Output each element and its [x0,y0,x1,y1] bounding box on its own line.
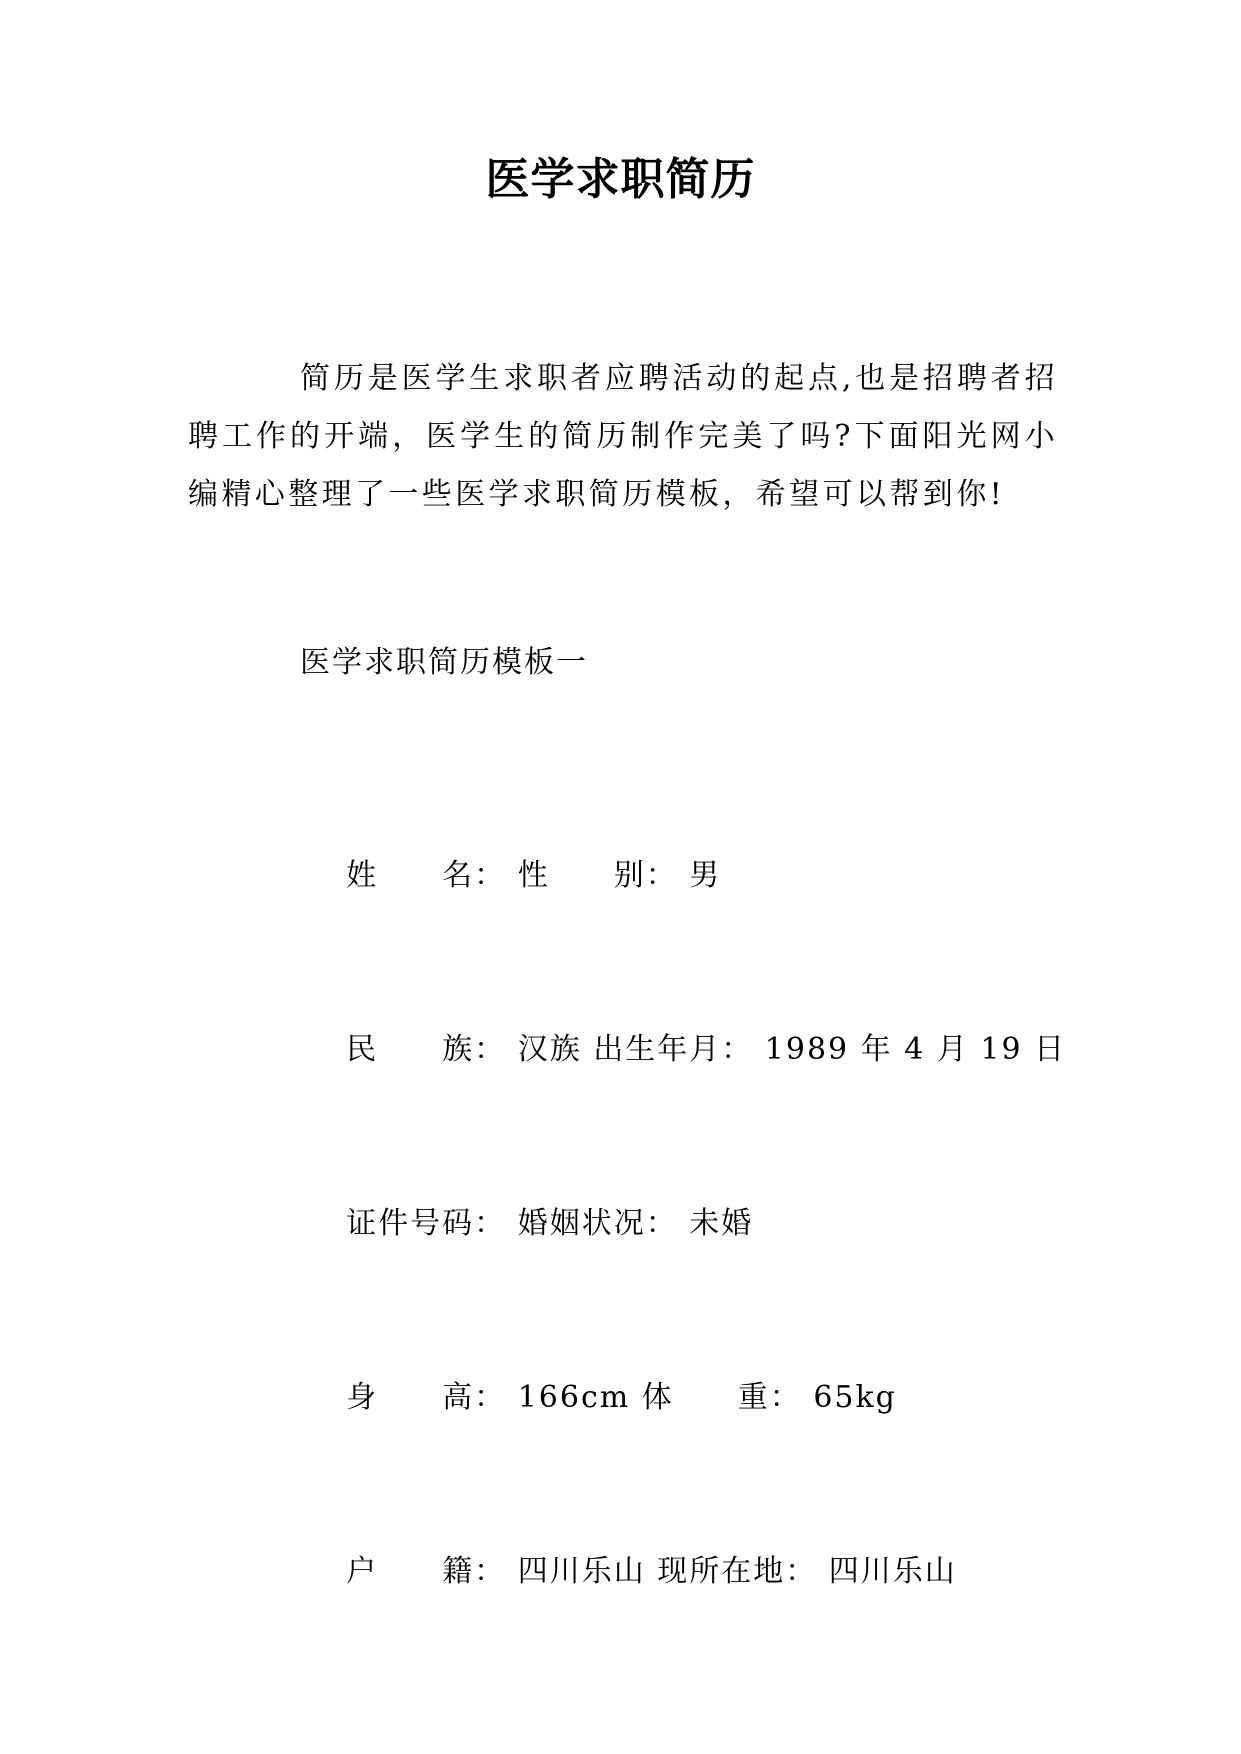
label-location: 现所在地： [657,1554,818,1589]
info-row-name-gender [300,816,721,936]
intro-paragraph: 简历是医学生求职者应聘活动的起点,也是招聘者招聘工作的开端，医学生的简历制作完美了吗?下面阳光网小编精心整理了一些医学求职简历模板，希望可以帮到你! [188,361,1058,512]
value-marital: 未婚 [689,1206,754,1241]
template-subtitle: 医学求职简历模板一 [300,645,588,680]
label-birth: 出生年月： [593,1032,754,1067]
document-title: 医学求职简历 [485,154,756,205]
info-row-height-weight [300,1338,897,1458]
value-location: 四川乐山 [828,1554,957,1589]
label-id: 证件号码： [346,1206,507,1241]
value-height: 166cm [517,1380,631,1415]
label-weight: 体 重： [641,1380,802,1415]
value-ethnicity: 汉族 [517,1032,582,1067]
label-ethnicity: 民 族： [346,1032,507,1067]
label-hukou: 户 籍： [346,1554,507,1589]
label-gender: 性 别： [517,858,678,893]
label-height: 身 高： [346,1380,507,1415]
info-row-hukou-location [300,1512,957,1632]
value-hukou: 四川乐山 [517,1554,646,1589]
info-row-id-marital [300,1164,753,1284]
label-marital: 婚姻状况： [517,1206,678,1241]
label-name: 姓 名： [346,858,507,893]
value-weight: 65kg [813,1380,897,1415]
value-gender: 男 [689,858,722,893]
value-birth: 1989 年 4 月 19 日 [764,1032,1067,1067]
info-row-ethnicity-birth [300,990,1066,1110]
